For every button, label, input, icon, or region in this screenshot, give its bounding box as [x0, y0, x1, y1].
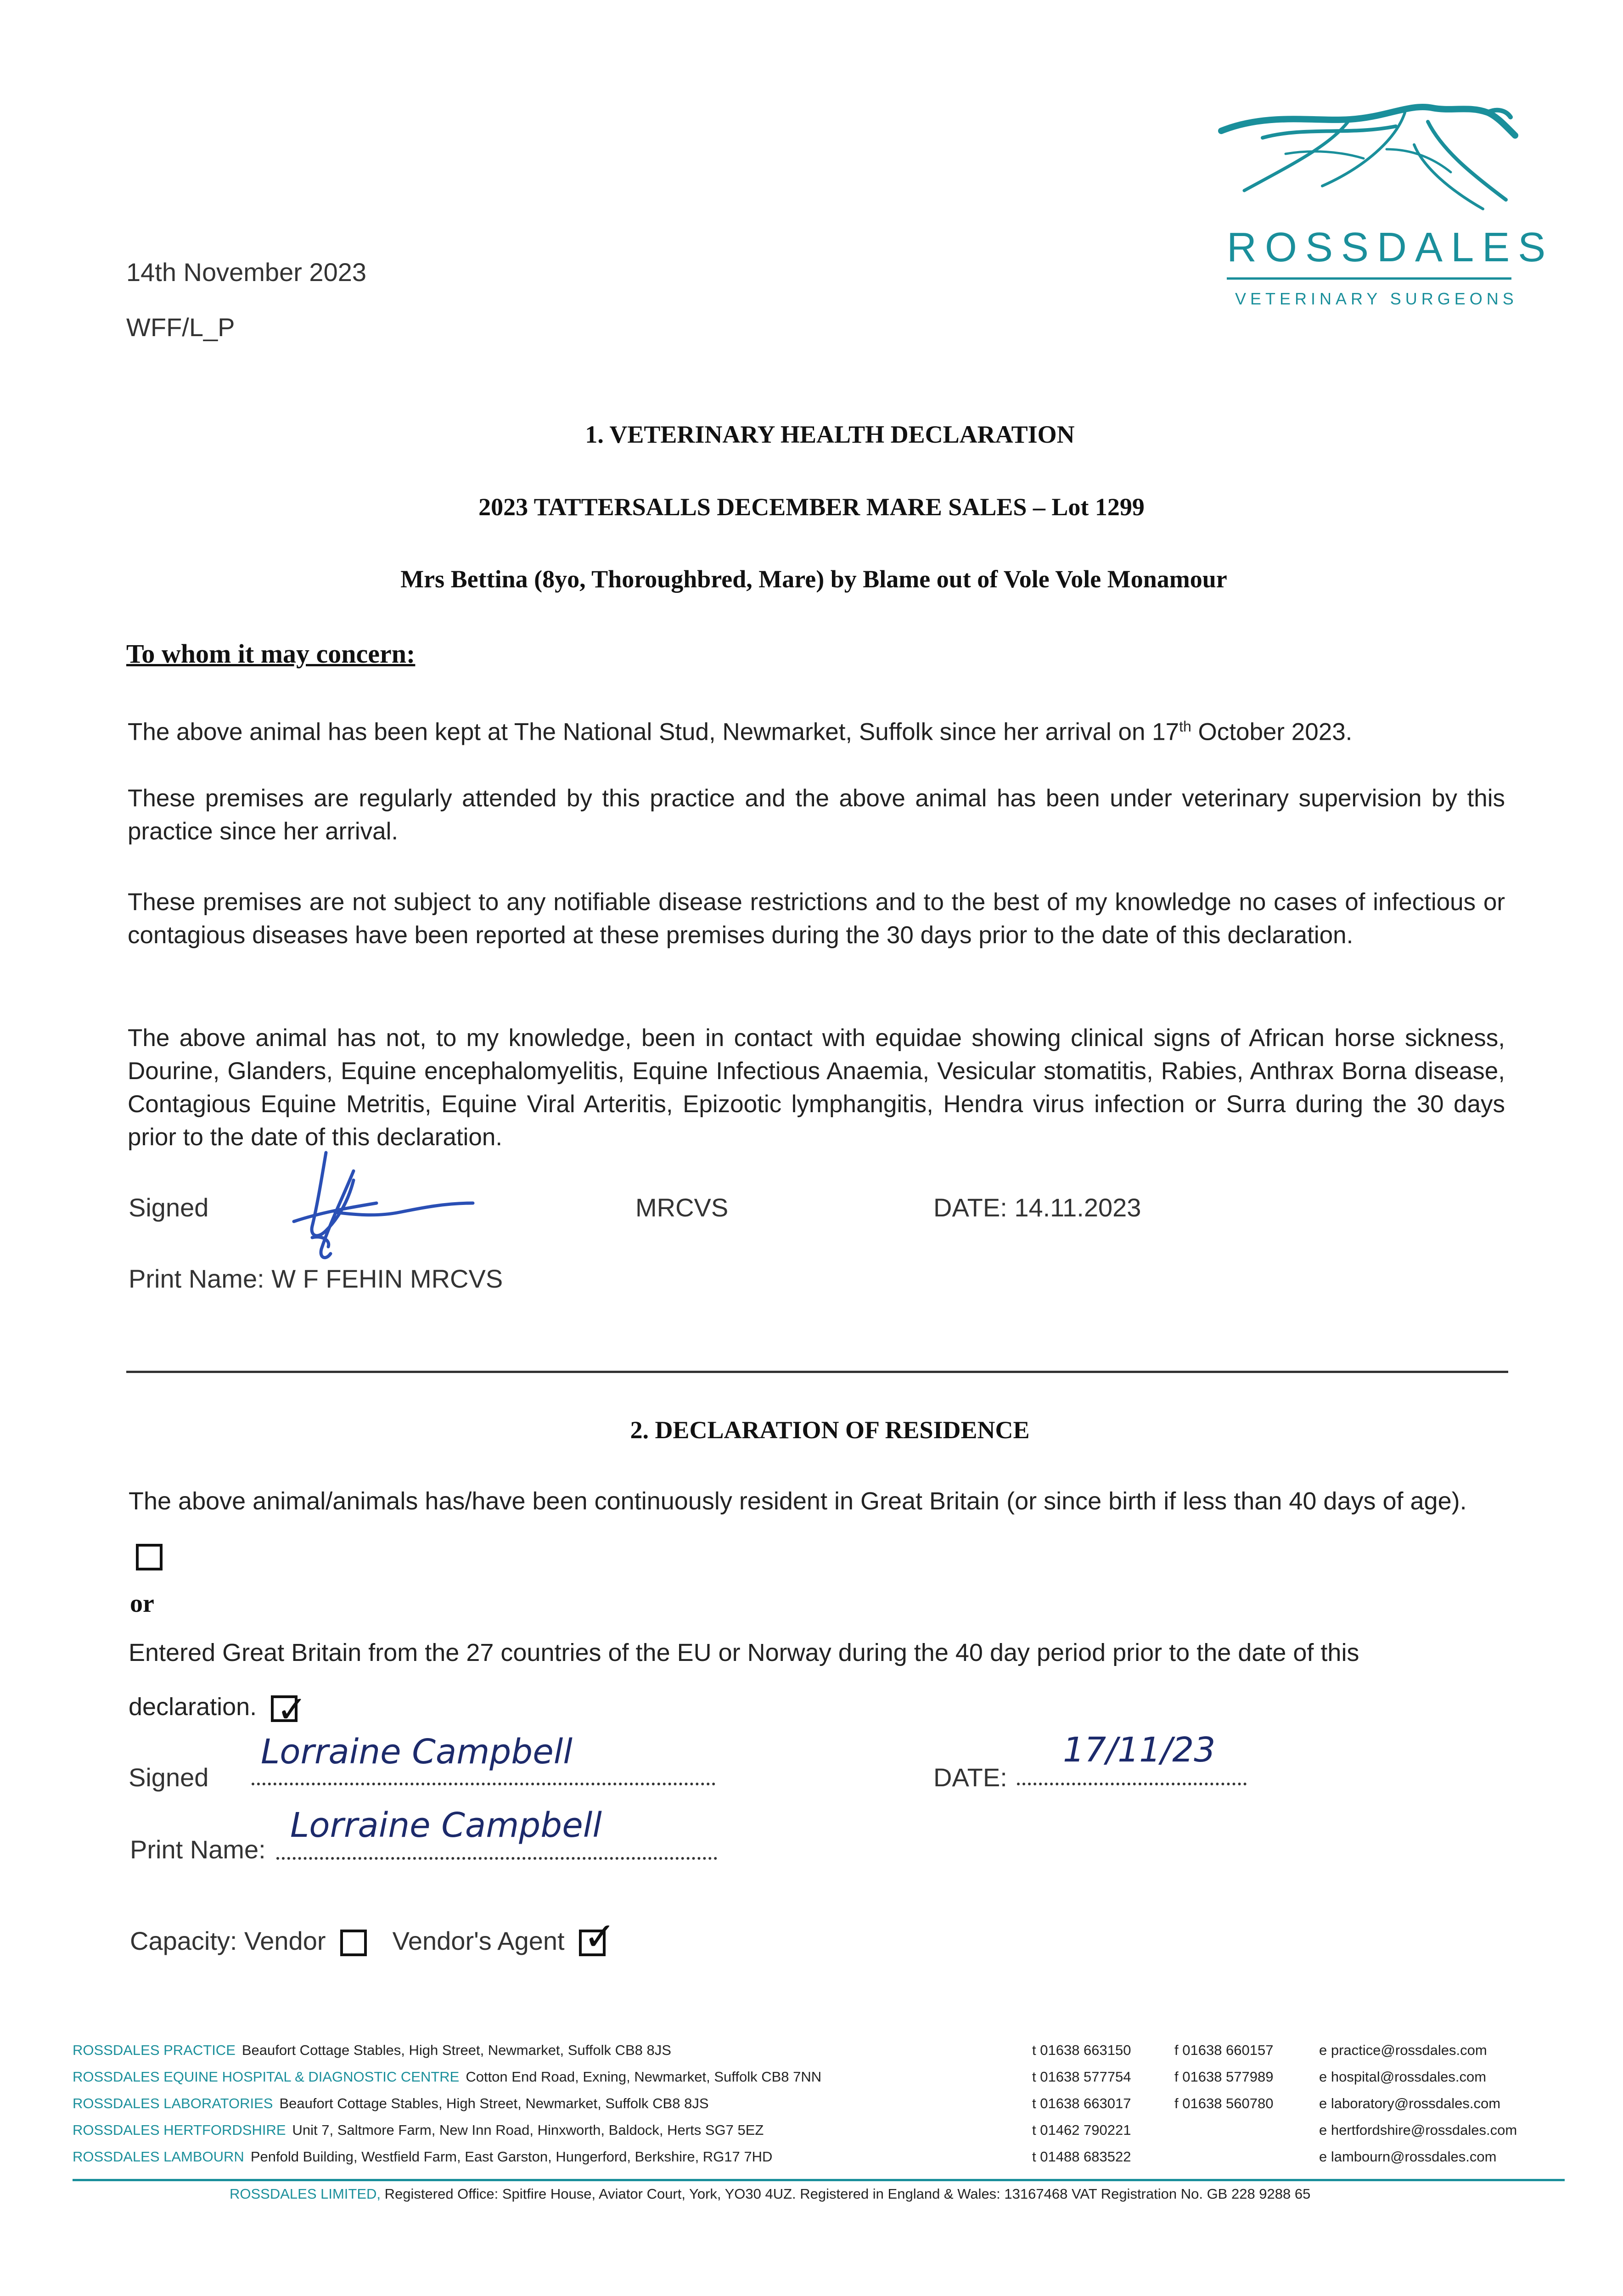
- para1-sup: th: [1179, 718, 1191, 735]
- registered-office: Registered Office: Spitfire House, Aviator Court, York, YO30 4UZ. Registered in England & Wales: 13167468 VAT Registration No. GB 228 9288 65: [384, 2186, 1311, 2202]
- signature-line: [252, 1732, 715, 1785]
- vendor-agent-checkbox[interactable]: [579, 1915, 616, 1958]
- para1-tail: October 2023.: [1191, 718, 1353, 746]
- footer-email[interactable]: e hospital@rossdales.com: [1319, 2069, 1487, 2085]
- check-mark-icon: ✓: [584, 1915, 616, 1958]
- footer-org-name: ROSSDALES PRACTICE: [73, 2042, 236, 2058]
- sale-title: 2023 TATTERSALLS DECEMBER MARE SALES – Lot 1299: [478, 493, 1145, 521]
- salutation: To whom it may concern:: [126, 639, 416, 669]
- horse-title: Mrs Bettina (8yo, Thoroughbred, Mare) by Blame out of Vole Vole Monamour: [400, 565, 1227, 593]
- footer-email[interactable]: e practice@rossdales.com: [1319, 2042, 1487, 2058]
- footer-org-address: [73, 2149, 772, 2165]
- footer-address: Cotton End Road, Exning, Newmarket, Suffolk CB8 7NN: [466, 2069, 822, 2085]
- company-name: ROSSDALES LIMITED,: [230, 2186, 381, 2202]
- check-mark-icon: ✓: [276, 1688, 308, 1730]
- footer-telephone: t 01638 663150: [1032, 2042, 1131, 2058]
- date-label-2: DATE:: [933, 1763, 1007, 1792]
- section-divider: [126, 1371, 1508, 1373]
- footer-address: Penfold Building, Westfield Farm, East Garston, Hungerford, Berkshire, RG17 7HD: [250, 2149, 773, 2165]
- footer-row: [73, 2143, 1565, 2170]
- letter-date: 14th November 2023: [126, 258, 367, 287]
- footer-org-name: ROSSDALES HERTFORDSHIRE: [73, 2122, 286, 2138]
- footer-org-address: [73, 2042, 671, 2059]
- option2-checkbox[interactable]: [271, 1688, 308, 1730]
- paragraph-supervision: These premises are regularly attended by this practice and the above animal has been under veterinary supervision by this practice since her arrival.: [128, 785, 1505, 845]
- footer-row: [73, 2116, 1565, 2143]
- footer-row: [73, 2037, 1565, 2063]
- logo-wordmark: ROSSDALES: [1227, 225, 1554, 270]
- footer-registration: [230, 2186, 1310, 2202]
- vet-print-name: Print Name: W F FEHIN MRCVS: [129, 1264, 503, 1293]
- signed-label-2: Signed: [129, 1763, 209, 1792]
- date-line: [1017, 1730, 1247, 1785]
- footer-row: [73, 2063, 1565, 2090]
- section2-title: 2. DECLARATION OF RESIDENCE: [630, 1416, 1030, 1444]
- footer-address: Beaufort Cottage Stables, High Street, Newmarket, Suffolk CB8 8JS: [241, 2042, 671, 2058]
- option1-checkbox[interactable]: [136, 1544, 163, 1570]
- footer-org-address: [73, 2122, 764, 2138]
- section1-title: 1. VETERINARY HEALTH DECLARATION: [585, 421, 1075, 448]
- residence-option-2: [129, 1626, 1488, 1734]
- footer-telephone: t 01638 663017: [1032, 2095, 1131, 2111]
- residence-option-1: [129, 1474, 1488, 1582]
- or-label: or: [130, 1589, 154, 1618]
- footer-telephone: t 01488 683522: [1032, 2149, 1131, 2165]
- footer-email[interactable]: e lambourn@rossdales.com: [1319, 2149, 1497, 2165]
- footer-telephone: t 01638 577754: [1032, 2069, 1131, 2085]
- logo-divider: [1227, 277, 1511, 280]
- print-name-line: [276, 1806, 717, 1860]
- footer-fax: f 01638 660157: [1174, 2042, 1274, 2058]
- paragraph-diseases: The above animal has not, to my knowledge, been in contact with equidae showing clinical signs of African horse sickness, Dourine, Glanders, Equine encephalomyelitis, Equine Infectious Anaemia, Vesicular stomatitis, Rabies, Anthrax Borna disease, Contagious Equine Metritis, Equine Viral Arteritis, Epizootic lymphangitis, Hendra virus infection or Surra during the 30 days prior to the date of this declaration.: [128, 1024, 1505, 1151]
- vendor-checkbox[interactable]: [340, 1930, 367, 1956]
- footer-org-name: ROSSDALES EQUINE HOSPITAL & DIAGNOSTIC CENTRE: [73, 2069, 460, 2085]
- footer-fax: f 01638 560780: [1174, 2095, 1274, 2111]
- para1-text: The above animal has been kept at The National Stud, Newmarket, Suffolk since her arrival on 17: [128, 718, 1179, 746]
- footer-email[interactable]: e laboratory@rossdales.com: [1319, 2095, 1501, 2111]
- agent-print-name: Lorraine Campbell: [290, 1806, 602, 1845]
- horse-logo-icon: [1212, 94, 1524, 225]
- handwritten-date: 17/11/23: [1063, 1730, 1216, 1770]
- vet-signature: [285, 1143, 496, 1270]
- footer-rule: [73, 2179, 1565, 2181]
- signed-label: Signed: [129, 1193, 209, 1222]
- logo-subtitle: VETERINARY SURGEONS: [1235, 289, 1518, 308]
- footer-org-name: ROSSDALES LABORATORIES: [73, 2095, 273, 2111]
- agent-signature: Lorraine Campbell: [261, 1732, 573, 1772]
- option1-text: The above animal/animals has/have been continuously resident in Great Britain (or since birth if less than 40 days of age).: [129, 1487, 1467, 1515]
- vendor-agent-label: Vendor's Agent: [392, 1926, 565, 1955]
- footer-org-address: [73, 2095, 709, 2112]
- footer-row: [73, 2090, 1565, 2116]
- footer-fax: f 01638 577989: [1174, 2069, 1274, 2085]
- footer-address: Beaufort Cottage Stables, High Street, Newmarket, Suffolk CB8 8JS: [279, 2095, 709, 2111]
- capacity-label: Capacity: Vendor: [130, 1926, 326, 1955]
- footer-telephone: t 01462 790221: [1032, 2122, 1131, 2138]
- paragraph-restrictions: These premises are not subject to any notifiable disease restrictions and to the best of my knowledge no cases of infectious or contagious diseases have been reported at these premises during the 30 days prior to the date of this declaration.: [128, 889, 1505, 949]
- footer-org-address: [73, 2069, 821, 2085]
- print-name-label: Print Name:: [130, 1835, 266, 1864]
- footer-email[interactable]: e hertfordshire@rossdales.com: [1319, 2122, 1517, 2138]
- paragraph-arrival: [128, 710, 1505, 749]
- reference-code: WFF/L_P: [126, 313, 235, 342]
- footer-address: Unit 7, Saltmore Farm, New Inn Road, Hinxworth, Baldock, Herts SG7 5EZ: [292, 2122, 764, 2138]
- option2-text: Entered Great Britain from the 27 countries of the EU or Norway during the 40 day period prior to the date of this declaration.: [129, 1639, 1359, 1721]
- capacity-row: [130, 1915, 616, 1958]
- declaration-date: DATE: 14.11.2023: [933, 1193, 1141, 1222]
- mrcvs-label: MRCVS: [635, 1193, 729, 1222]
- footer-org-name: ROSSDALES LAMBOURN: [73, 2149, 244, 2165]
- footer-addresses: [73, 2037, 1565, 2170]
